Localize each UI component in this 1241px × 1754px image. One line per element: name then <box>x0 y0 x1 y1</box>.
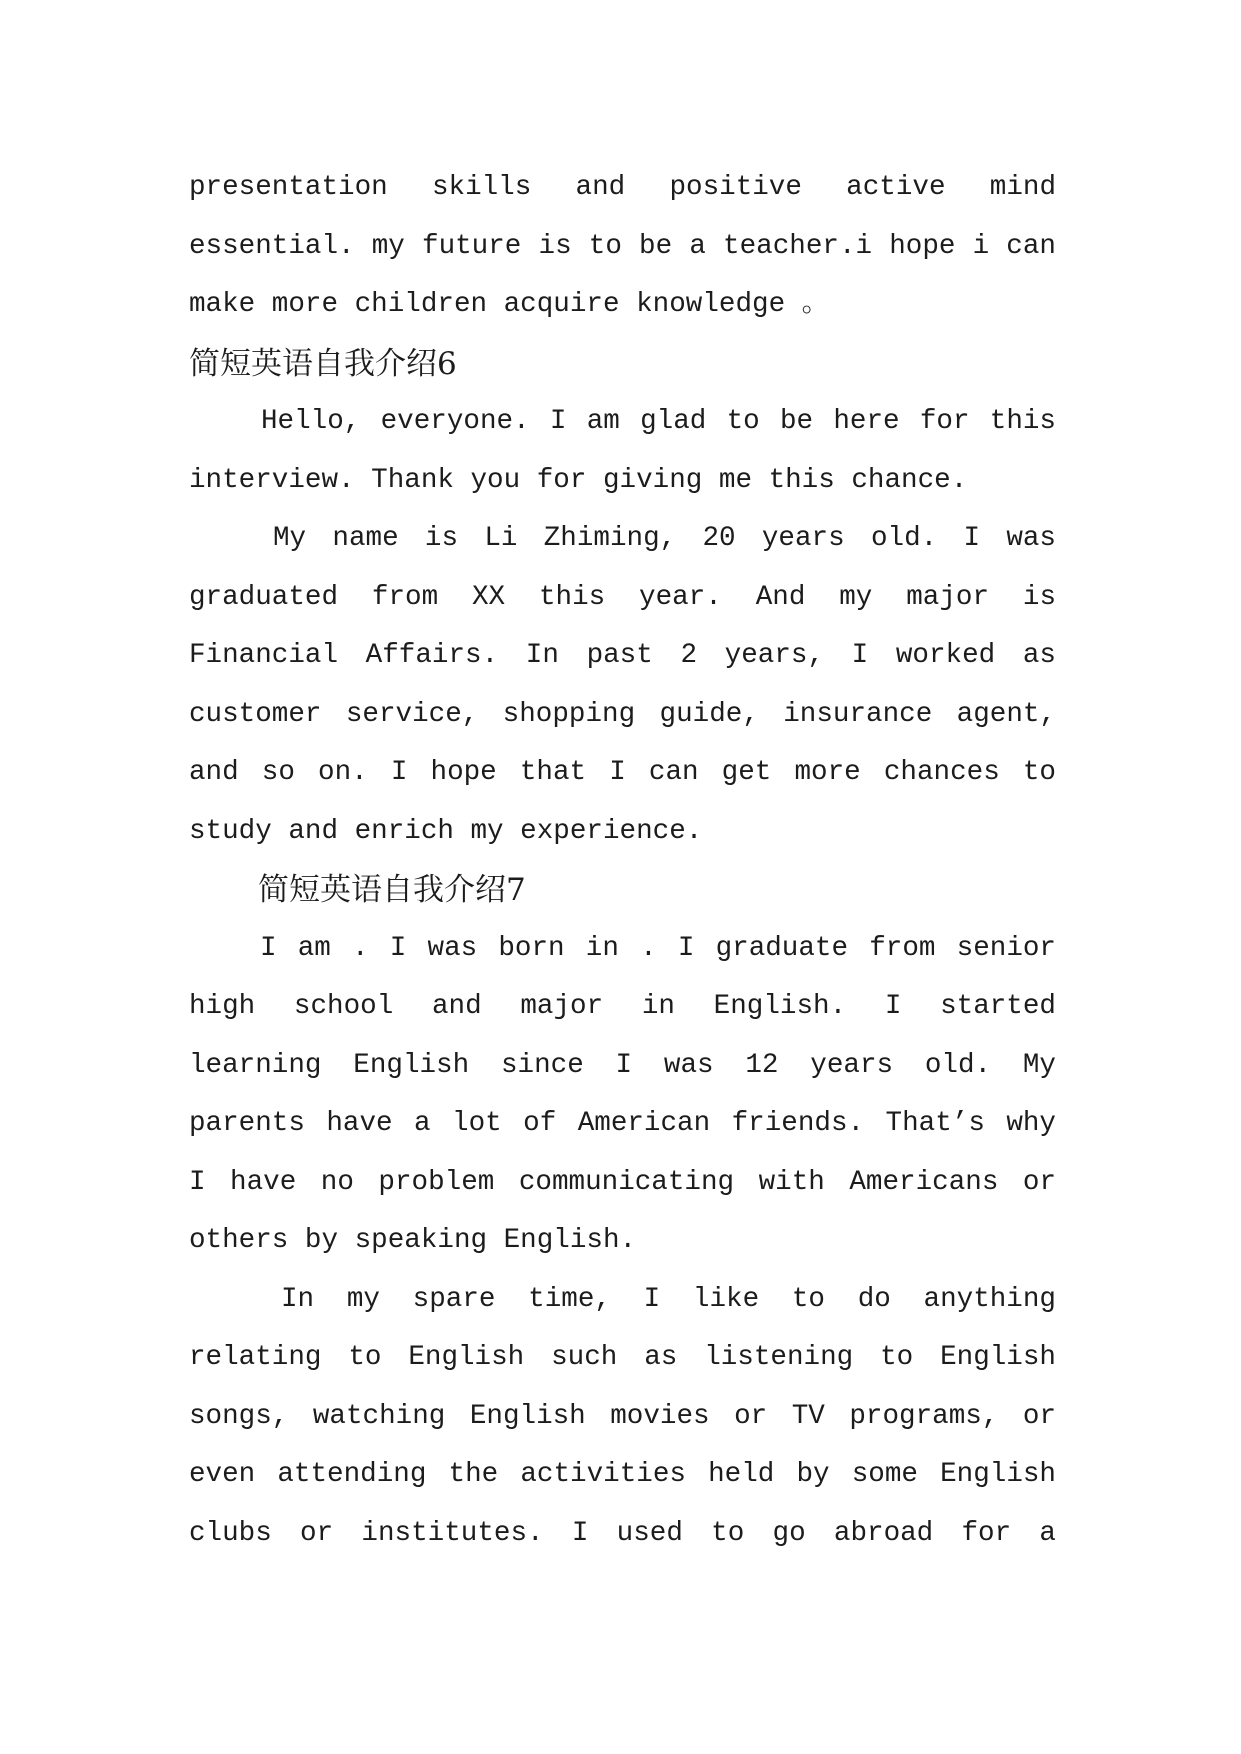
text-line: high school and major in English. I started <box>189 991 1056 1022</box>
paragraph <box>189 1271 1056 1564</box>
text-line: study and enrich my experience. <box>189 815 703 847</box>
section-7 <box>189 861 1056 1563</box>
text-line: customer service, shopping guide, insurance agent, <box>189 698 1056 730</box>
text-line: My name is Li Zhiming, 20 years old. I was <box>273 523 1056 554</box>
text-line: I am . I was born in . I graduate from senior <box>260 932 1056 964</box>
text-line: graduated from XX this year. And my major is <box>189 581 1056 613</box>
text-line: interview. Thank you for giving me this chance. <box>189 464 968 496</box>
text-line: In my spare time, I like to do anything <box>281 1283 1056 1315</box>
text-line: and so on. I hope that I can get more chances to <box>189 757 1056 788</box>
page-body <box>189 159 1056 1563</box>
section-heading: 简短英语自我介绍7 <box>258 872 526 908</box>
text-line: essential. my future is to be a teacher.i hope i can <box>189 230 1056 262</box>
text-line: even attending the activities held by some English <box>189 1459 1056 1490</box>
paragraph-continued <box>189 159 1056 335</box>
text-line: clubs or institutes. I used to go abroad for a <box>189 1517 1056 1549</box>
text-line: presentation skills and positive active mind <box>189 172 1056 203</box>
paragraph <box>189 510 1056 861</box>
text-line: I have no problem communicating with Americans or <box>189 1166 1056 1198</box>
text-line: learning English since I was 12 years old. My <box>189 1049 1056 1081</box>
text-line: make more children acquire knowledge 。 <box>189 289 830 320</box>
section-6 <box>189 335 1056 862</box>
paragraph <box>189 393 1056 510</box>
paragraph <box>189 920 1056 1271</box>
text-line: parents have a lot of American friends. That’s why <box>189 1108 1056 1139</box>
text-line: others by speaking English. <box>189 1225 637 1256</box>
text-line: relating to English such as listening to English <box>189 1342 1056 1373</box>
text-line: Financial Affairs. In past 2 years, I worked as <box>189 640 1056 671</box>
text-line: songs, watching English movies or TV programs, or <box>189 1400 1056 1432</box>
section-heading: 简短英语自我介绍6 <box>189 345 457 382</box>
text-line: Hello, everyone. I am glad to be here for this <box>261 406 1056 437</box>
